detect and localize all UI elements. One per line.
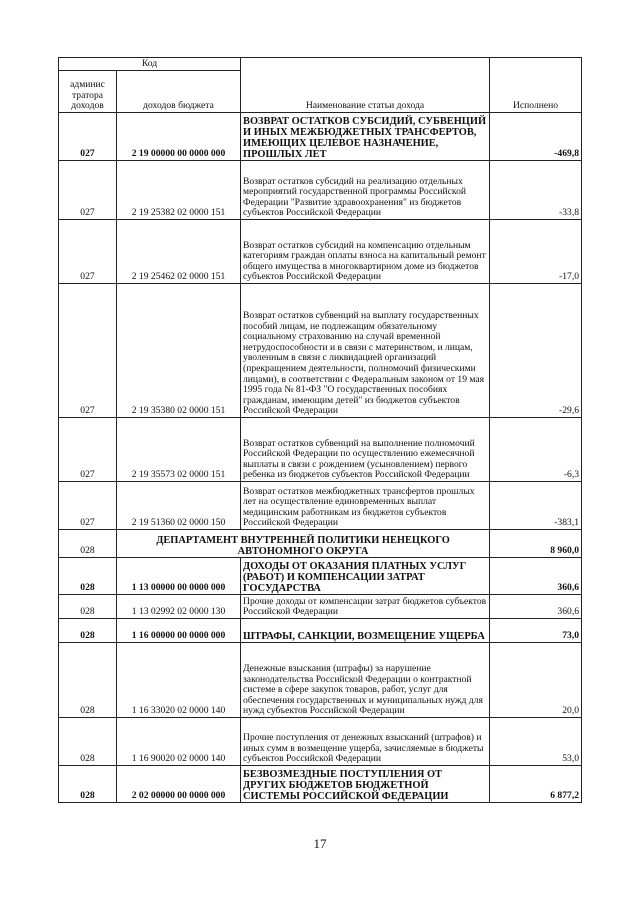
budget-code-cell: 2 19 35573 02 0000 151 xyxy=(117,418,241,482)
item-name-cell: Прочие поступления от денежных взысканий (штрафов) и иных сумм в возмещение ущерба, зачисляемые в бюджеты субъектов Российской Федерации xyxy=(241,718,490,766)
item-name-cell: Возврат остатков субсидий на реализацию отдельных мероприятий государственной программы Российской Федерации "Развитие здравоохранения" из бюджетов субъектов Российской Федерации xyxy=(241,161,490,220)
budget-code-cell: 1 16 90020 02 0000 140 xyxy=(117,718,241,766)
item-name-cell: ВОЗВРАТ ОСТАТКОВ СУБСИДИЙ, СУБВЕНЦИЙ И ИНЫХ МЕЖБЮДЖЕТНЫХ ТРАНСФЕРТОВ, ИМЕЮЩИХ ЦЕЛЕВОЕ НАЗНАЧЕНИЕ, ПРОШЛЫХ ЛЕТ xyxy=(241,113,490,161)
table-row xyxy=(59,482,582,530)
budget-code-cell: 1 16 00000 00 0000 000 xyxy=(117,619,241,643)
admin-code-cell: 027 xyxy=(59,284,117,418)
table-row xyxy=(59,766,582,803)
admin-column-header: админис тратора доходов xyxy=(59,71,117,113)
table-row xyxy=(59,558,582,595)
amount-column-header: Исполнено xyxy=(490,58,582,113)
amount-cell: 20,0 xyxy=(490,643,582,718)
admin-code-cell: 027 xyxy=(59,220,117,284)
table-row xyxy=(59,161,582,220)
revenue-table xyxy=(58,57,582,803)
table-row xyxy=(59,113,582,161)
page-number: 17 xyxy=(313,836,327,851)
amount-cell: -383,1 xyxy=(490,482,582,530)
code-column-header: доходов бюджета xyxy=(117,71,241,113)
admin-code-cell: 028 xyxy=(59,643,117,718)
amount-cell: 73,0 xyxy=(490,619,582,643)
header-row-top xyxy=(59,58,582,71)
budget-code-cell: 2 19 51360 02 0000 150 xyxy=(117,482,241,530)
admin-code-cell: 027 xyxy=(59,113,117,161)
table-row xyxy=(59,220,582,284)
amount-cell: 6 877,2 xyxy=(490,766,582,803)
admin-code-cell: 027 xyxy=(59,482,117,530)
table-row xyxy=(59,643,582,718)
table-row xyxy=(59,418,582,482)
budget-code-cell: 2 02 00000 00 0000 000 xyxy=(117,766,241,803)
budget-code-cell: 2 19 25462 02 0000 151 xyxy=(117,220,241,284)
item-name-cell: Возврат остатков субсидий на компенсацию отдельным категориям граждан оплаты взноса на капитальный ремонт общего имущества в многоквартирном доме из бюджетов субъектов Российской Федерации xyxy=(241,220,490,284)
table-row xyxy=(59,595,582,619)
budget-code-cell: 2 19 00000 00 0000 000 xyxy=(117,113,241,161)
item-name-cell: БЕЗВОЗМЕЗДНЫЕ ПОСТУПЛЕНИЯ ОТ ДРУГИХ БЮДЖЕТОВ БЮДЖЕТНОЙ СИСТЕМЫ РОССИЙСКОЙ ФЕДЕРАЦИИ xyxy=(241,766,490,803)
admin-code-cell: 028 xyxy=(59,619,117,643)
department-row xyxy=(59,530,582,558)
item-name-cell: ШТРАФЫ, САНКЦИИ, ВОЗМЕЩЕНИЕ УЩЕРБА xyxy=(241,619,490,643)
item-name-cell: Возврат остатков субвенций на выплату государственных пособий лицам, не подлежащим обязательному социальному страхованию на случай временной нетрудоспособности и в связи с материнством, и лицам, уволенным в связи с ликвидацией организаций (прекращением деятельности, полномочий физическими лицами), в соответствии с Федеральным законом от 19 мая 1995 года № 81-ФЗ "О государственных пособиях гражданам, имеющим детей" из бюджетов субъектов Российской Федерации xyxy=(241,284,490,418)
item-name-cell: Возврат остатков межбюджетных трансфертов прошлых лет на осуществление единовременных выплат медицинским работникам из бюджетов субъектов Российской Федерации xyxy=(241,482,490,530)
department-name-cell: ДЕПАРТАМЕНТ ВНУТРЕННЕЙ ПОЛИТИКИ НЕНЕЦКОГО АВТОНОМНОГО ОКРУГА xyxy=(117,530,490,558)
admin-code-cell: 028 xyxy=(59,595,117,619)
admin-code-cell: 028 xyxy=(59,718,117,766)
budget-code-cell: 1 16 33020 02 0000 140 xyxy=(117,643,241,718)
admin-code-cell: 027 xyxy=(59,418,117,482)
admin-code-cell: 028 xyxy=(59,530,117,558)
amount-cell: 360,6 xyxy=(490,595,582,619)
amount-cell: -469,8 xyxy=(490,113,582,161)
amount-cell: 360,6 xyxy=(490,558,582,595)
table-row xyxy=(59,284,582,418)
item-name-cell: ДОХОДЫ ОТ ОКАЗАНИЯ ПЛАТНЫХ УСЛУГ (РАБОТ) И КОМПЕНСАЦИИ ЗАТРАТ ГОСУДАРСТВА xyxy=(241,558,490,595)
item-name-cell: Денежные взыскания (штрафы) за нарушение законодательства Российской Федерации о контрактной системе в сфере закупок товаров, работ, услуг для обеспечения государственных и муниципальных нужд для нужд субъектов Российской Федерации xyxy=(241,643,490,718)
budget-code-cell: 2 19 35380 02 0000 151 xyxy=(117,284,241,418)
amount-cell: -6,3 xyxy=(490,418,582,482)
admin-code-cell: 028 xyxy=(59,766,117,803)
amount-cell: 53,0 xyxy=(490,718,582,766)
amount-cell: -17,0 xyxy=(490,220,582,284)
item-name-cell: Прочие доходы от компенсации затрат бюджетов субъектов Российской Федерации xyxy=(241,595,490,619)
amount-cell: -33,8 xyxy=(490,161,582,220)
budget-code-cell: 1 13 02992 02 0000 130 xyxy=(117,595,241,619)
admin-code-cell: 027 xyxy=(59,161,117,220)
department-amount-cell: 8 960,0 xyxy=(490,530,582,558)
admin-code-cell: 028 xyxy=(59,558,117,595)
code-group-header: Код xyxy=(59,58,241,71)
budget-code-cell: 2 19 25382 02 0000 151 xyxy=(117,161,241,220)
budget-code-cell: 1 13 00000 00 0000 000 xyxy=(117,558,241,595)
name-column-header: Наименование статьи дохода xyxy=(241,58,490,113)
item-name-cell: Возврат остатков субвенций на выполнение полномочий Российской Федерации по осуществлению ежемесячной выплаты в связи с рождением (усыновлением) первого ребенка из бюджетов субъектов Российской Федерации xyxy=(241,418,490,482)
amount-cell: -29,6 xyxy=(490,284,582,418)
table-row xyxy=(59,718,582,766)
table-row xyxy=(59,619,582,643)
